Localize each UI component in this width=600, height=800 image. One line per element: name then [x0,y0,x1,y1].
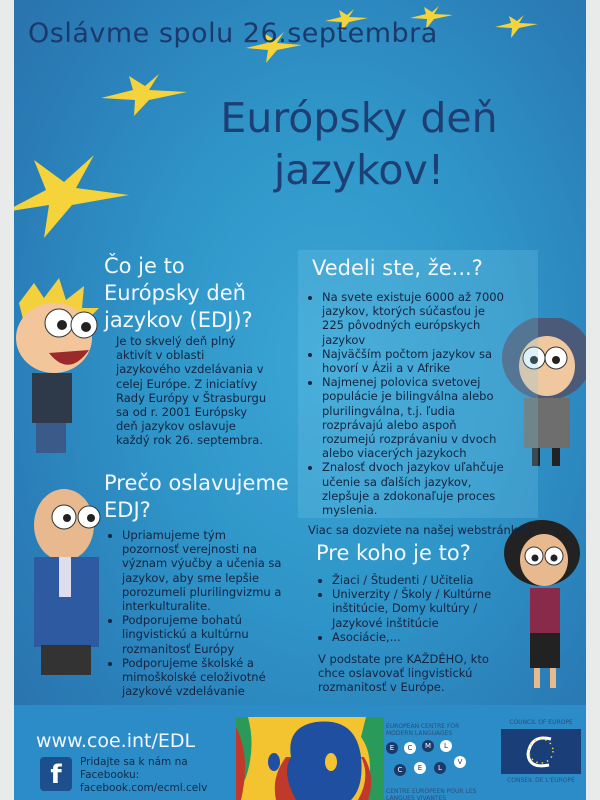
ecml-letter: C [404,742,416,754]
council-of-europe-logo [496,719,586,784]
title-line: jazykov! [273,146,445,194]
heading-line: Európsky deň [104,281,246,305]
coe-emblem-icon [501,729,581,774]
heading-line: Prečo oslavujeme [104,471,289,495]
list-item: • Asociácie,... [332,630,503,644]
poster [14,0,586,800]
edl-logo [236,717,384,800]
list-item: • Znalosť dvoch jazykov uľahčuje učenie sa ďalších jazykov, zlepšuje a zdokonaľuje proces myslenia. [322,460,508,517]
ecml-letter: M [422,740,434,752]
ecml-letter: L [434,762,446,774]
ecml-bottom-text: CENTRE EUROPEEN POUR LES LANGUES VIVANTES [386,788,477,800]
list-item: • Podporujeme bohatú lingvistickú a kultúrnu rozmanitosť Európy [122,613,283,656]
what-heading [104,253,253,334]
ecml-letter: L [440,740,452,752]
why-list [108,528,283,698]
heading-line: Čo je to [104,254,185,278]
why-heading [104,470,289,524]
what-body: Je to skvelý deň plný aktivít v oblasti jazykového vzdelávania v celej Európe. Z iniciatívy Rady Európy v Štrasburgu sa od r. 2001 Európsky deň jazykov oslavuje každý rok 26. septembra. [116,334,267,448]
list-item: • Žiaci / Študenti / Učitelia [332,573,503,587]
did-you-know-footer: Viac sa dozviete na našej webstránke! [308,523,529,538]
title-line: Európsky deň [220,94,498,142]
list-item: • Na svete existuje 6000 až 7000 jazykov, ktorých súčasťou je 225 pôvodných európskych jazykov [322,290,508,347]
did-you-know-list [308,290,529,538]
facebook-line: Pridajte sa k nám na [80,756,188,768]
facebook-text [80,756,207,795]
ecml-letter: E [414,762,426,774]
star-icon [494,14,539,39]
ecml-letter: C [394,764,406,776]
facebook-link[interactable]: facebook.com/ecml.celv [80,782,208,794]
cartoon-woman-dark-hair-illustration [502,518,586,693]
star-icon [99,72,189,117]
facebook-icon[interactable]: f [40,757,72,791]
tagline: Oslávme spolu 26.septembra [28,18,438,49]
coe-bottom-text: CONSEIL DE L'EUROPE [507,777,575,784]
star-icon [14,150,134,240]
ecml-logo [386,723,486,798]
cartoon-boy-illustration [14,278,114,458]
did-you-know-heading: Vedeli ste, že...? [312,256,483,280]
heading-line: jazykov (EDJ)? [104,308,253,332]
list-item: • Univerzity / Školy / Kultúrne inštitúcie, Domy kultúry / Jazykové inštitúcie [332,587,503,630]
ecml-letter: V [454,756,466,768]
website-link[interactable]: www.coe.int/EDL [36,730,196,752]
list-item: • Najmenej polovica svetovej populácie je bilingválna alebo plurilingválna, t.j. ľudia rozprávajú alebo aspoň rozumejú rozprávaniu v dvoch alebo viacerých jazykoch [322,375,508,460]
page-title [194,92,524,196]
coe-top-text: COUNCIL OF EUROPE [509,719,573,726]
for-whom-footer: V podstate pre KAŽDÉHO, kto chce oslavovať lingvistickú rozmanitosť v Európe. [318,652,489,695]
list-item: • Najväčším počtom jazykov sa hovorí v Ázii a v Afrike [322,347,508,375]
list-item: • Upriamujeme tým pozornosť verejnosti na význam výučby a učenia sa jazykov, aby sme lepšie porozumeli plurilingvizmu a interkulturalite. [122,528,283,613]
ecml-letter: E [386,742,398,754]
heading-line: EDJ? [104,498,151,522]
list-item: • Podporujeme školské a mimoškolské celoživotné jazykové vzdelávanie [122,656,283,699]
for-whom-heading: Pre koho je to? [316,541,471,565]
ecml-top-text: EUROPEAN CENTRE FOR MODERN LANGUAGES [386,723,460,737]
facebook-line: Facebooku: [80,769,140,781]
for-whom-list [318,573,503,695]
